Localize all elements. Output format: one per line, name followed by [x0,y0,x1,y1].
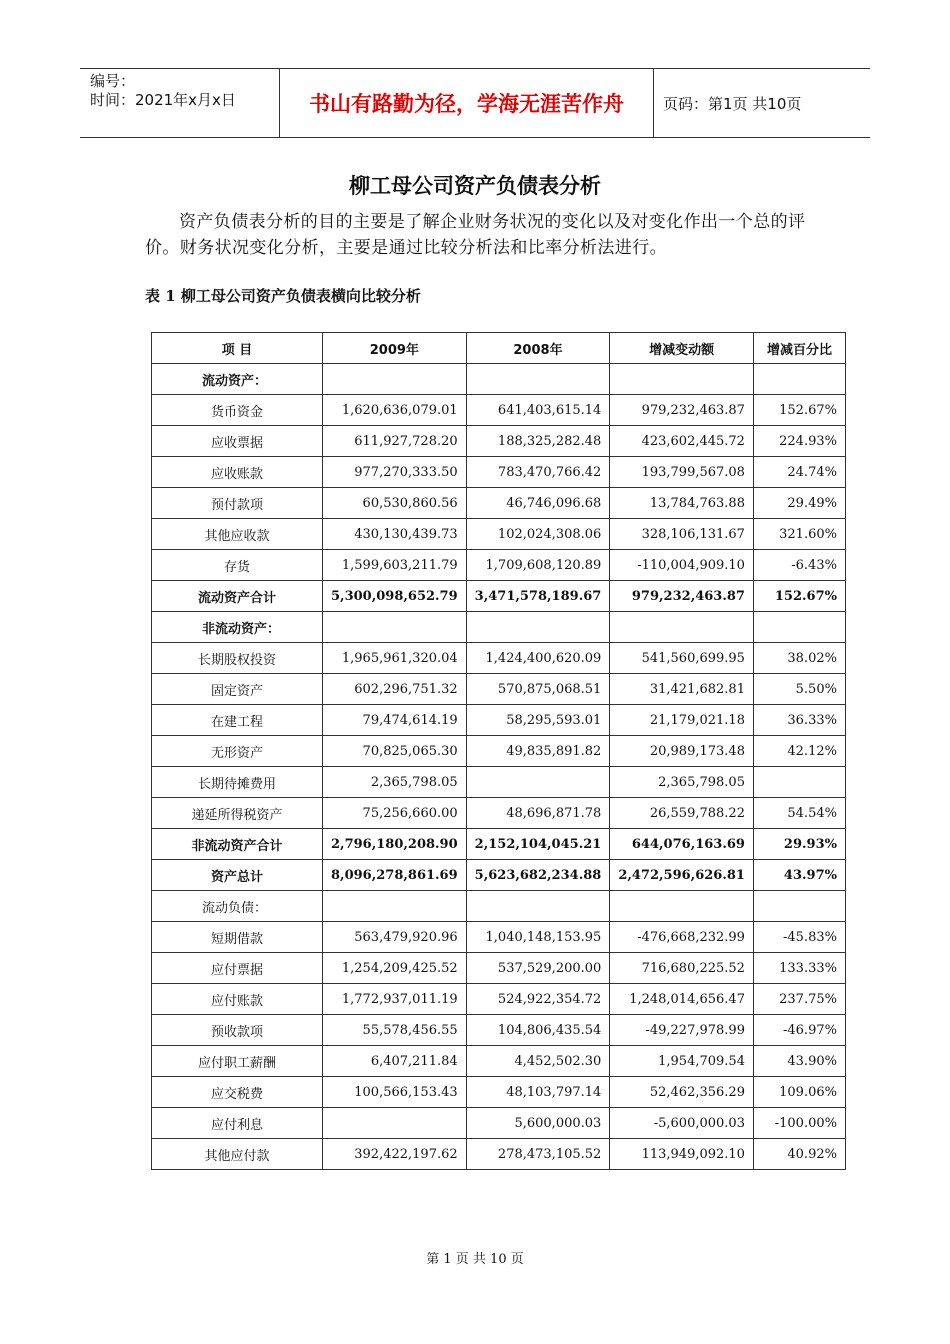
time-label: 时间：2021年x月x日 [90,91,236,109]
row-value: 1,620,636,079.01 [323,395,467,426]
row-value: -5,600,000.03 [610,1108,754,1139]
row-value: 55,578,456.55 [323,1015,467,1046]
table-row [152,643,846,674]
row-label: 流动资产合计 [152,581,323,612]
table-row [152,519,846,550]
row-value: 113,949,092.10 [610,1139,754,1170]
row-value [323,364,467,395]
table-row [152,891,846,922]
row-value: 52,462,356.29 [610,1077,754,1108]
table-row [152,364,846,395]
row-value [753,891,845,922]
header-meta [80,69,280,137]
row-value: 75,256,660.00 [323,798,467,829]
row-value: 38.02% [753,643,845,674]
header-change: 增减变动额 [610,333,754,364]
row-value [323,1108,467,1139]
table-row [152,426,846,457]
row-label: 非流动资产： [152,612,323,643]
row-value [753,612,845,643]
row-value: 48,103,797.14 [466,1077,610,1108]
row-value: 641,403,615.14 [466,395,610,426]
row-label: 流动负债： [152,891,323,922]
row-value: 1,040,148,153.95 [466,922,610,953]
row-value: 1,954,709.54 [610,1046,754,1077]
table-row [152,1108,846,1139]
row-label: 货币资金 [152,395,323,426]
row-label: 预付款项 [152,488,323,519]
row-label: 应付账款 [152,984,323,1015]
row-value: 2,365,798.05 [323,767,467,798]
table-row [152,860,846,891]
row-value: 20,989,173.48 [610,736,754,767]
row-value: 5,623,682,234.88 [466,860,610,891]
row-value: 152.67% [753,395,845,426]
row-value: 716,680,225.52 [610,953,754,984]
row-value: 979,232,463.87 [610,395,754,426]
row-value: 524,922,354.72 [466,984,610,1015]
row-value: 2,152,104,045.21 [466,829,610,860]
row-value: 193,799,567.08 [610,457,754,488]
row-label: 应收票据 [152,426,323,457]
row-value: 1,248,014,656.47 [610,984,754,1015]
row-value: 392,422,197.62 [323,1139,467,1170]
table-row [152,829,846,860]
row-value: 36.33% [753,705,845,736]
row-value: 40.92% [753,1139,845,1170]
header-2009: 2009年 [323,333,467,364]
table-row [152,488,846,519]
row-value: -6.43% [753,550,845,581]
row-value: 4,452,502.30 [466,1046,610,1077]
row-value: 537,529,200.00 [466,953,610,984]
row-value: 104,806,435.54 [466,1015,610,1046]
row-value [323,891,467,922]
row-label: 应付利息 [152,1108,323,1139]
row-value [610,364,754,395]
row-value: 977,270,333.50 [323,457,467,488]
row-value [610,612,754,643]
row-label: 在建工程 [152,705,323,736]
row-label: 资产总计 [152,860,323,891]
row-value: 783,470,766.42 [466,457,610,488]
row-value: 58,295,593.01 [466,705,610,736]
row-value: 5,600,000.03 [466,1108,610,1139]
header-page-info: 页码：第1页 共10页 [663,94,802,113]
row-label: 其他应收款 [152,519,323,550]
row-value: 224.93% [753,426,845,457]
row-value: 2,472,596,626.81 [610,860,754,891]
table-row [152,798,846,829]
row-value: 49,835,891.82 [466,736,610,767]
row-value: 644,076,163.69 [610,829,754,860]
row-value: 237.75% [753,984,845,1015]
header-motto: 书山有路勤为径，学海无涯苦作舟 [280,69,654,137]
row-value [610,891,754,922]
row-value: 278,473,105.52 [466,1139,610,1170]
row-value: 5.50% [753,674,845,705]
row-value: 570,875,068.51 [466,674,610,705]
table-row [152,984,846,1015]
table-row [152,922,846,953]
row-value: 321.60% [753,519,845,550]
row-value: 54.54% [753,798,845,829]
row-value: 1,424,400,620.09 [466,643,610,674]
row-value: 133.33% [753,953,845,984]
document-title: 柳工母公司资产负债表分析 [349,173,601,198]
table-row [152,736,846,767]
row-label: 存货 [152,550,323,581]
table-row [152,953,846,984]
row-label: 递延所得税资产 [152,798,323,829]
row-label: 流动资产： [152,364,323,395]
row-value: -100.00% [753,1108,845,1139]
row-value: 152.67% [753,581,845,612]
row-value: 188,325,282.48 [466,426,610,457]
row-value: -49,227,978.99 [610,1015,754,1046]
row-value: 100,566,153.43 [323,1077,467,1108]
number-label: 编号： [90,72,136,90]
row-value: 46,746,096.68 [466,488,610,519]
row-value: 423,602,445.72 [610,426,754,457]
row-value [753,364,845,395]
row-value: 21,179,021.18 [610,705,754,736]
table-row [152,1015,846,1046]
row-label: 预收款项 [152,1015,323,1046]
row-value: 102,024,308.06 [466,519,610,550]
row-value: 2,796,180,208.90 [323,829,467,860]
table-row [152,767,846,798]
row-value: 1,599,603,211.79 [323,550,467,581]
row-label: 固定资产 [152,674,323,705]
row-value: 430,130,439.73 [323,519,467,550]
row-value: 43.97% [753,860,845,891]
row-value [466,767,610,798]
header-2008: 2008年 [466,333,610,364]
row-value: 79,474,614.19 [323,705,467,736]
row-value: 24.74% [753,457,845,488]
row-value: 13,784,763.88 [610,488,754,519]
row-value: 1,965,961,320.04 [323,643,467,674]
table-row [152,674,846,705]
row-value: 29.49% [753,488,845,519]
row-value: -476,668,232.99 [610,922,754,953]
row-value: 5,300,098,652.79 [323,581,467,612]
table-row [152,457,846,488]
row-label: 非流动资产合计 [152,829,323,860]
row-value: 26,559,788.22 [610,798,754,829]
table-row [152,581,846,612]
row-value: 563,479,920.96 [323,922,467,953]
row-value: 29.93% [753,829,845,860]
row-value: -45.83% [753,922,845,953]
row-label: 应付票据 [152,953,323,984]
row-value: -46.97% [753,1015,845,1046]
document-header [80,68,870,138]
row-value: 1,709,608,120.89 [466,550,610,581]
row-value: 109.06% [753,1077,845,1108]
table-header-row [152,333,846,364]
row-label: 短期借款 [152,922,323,953]
row-value: 979,232,463.87 [610,581,754,612]
row-value: 8,096,278,861.69 [323,860,467,891]
row-value: 1,772,937,011.19 [323,984,467,1015]
row-value: 60,530,860.56 [323,488,467,519]
row-value [466,612,610,643]
table-row [152,1046,846,1077]
row-value: 3,471,578,189.67 [466,581,610,612]
row-value [753,767,845,798]
row-label: 长期股权投资 [152,643,323,674]
row-label: 无形资产 [152,736,323,767]
row-value: -110,004,909.10 [610,550,754,581]
table-row [152,1077,846,1108]
intro-paragraph: 资产负债表分析的目的主要是了解企业财务状况的变化以及对变化作出一个总的评价。财务状况变化分析，主要是通过比较分析法和比率分析法进行。 [145,212,806,258]
row-value [323,612,467,643]
row-value [466,891,610,922]
row-value: 42.12% [753,736,845,767]
page-footer: 第 1 页 共 10 页 [426,1252,524,1267]
row-value: 1,254,209,425.52 [323,953,467,984]
table-row [152,395,846,426]
table-row [152,705,846,736]
table-caption: 表 1 柳工母公司资产负债表横向比较分析 [145,287,421,305]
row-value: 70,825,065.30 [323,736,467,767]
row-value: 328,106,131.67 [610,519,754,550]
row-label: 应收账款 [152,457,323,488]
row-value: 6,407,211.84 [323,1046,467,1077]
row-value: 2,365,798.05 [610,767,754,798]
balance-sheet-table [151,332,846,1170]
row-label: 其他应付款 [152,1139,323,1170]
row-label: 应交税费 [152,1077,323,1108]
row-label: 应付职工薪酬 [152,1046,323,1077]
row-value: 541,560,699.95 [610,643,754,674]
row-value: 31,421,682.81 [610,674,754,705]
header-item: 项 目 [152,333,323,364]
row-value [466,364,610,395]
header-percent: 增减百分比 [753,333,845,364]
row-label: 长期待摊费用 [152,767,323,798]
table-row [152,612,846,643]
table-row [152,550,846,581]
row-value: 43.90% [753,1046,845,1077]
table-row [152,1139,846,1170]
row-value: 611,927,728.20 [323,426,467,457]
row-value: 602,296,751.32 [323,674,467,705]
row-value: 48,696,871.78 [466,798,610,829]
